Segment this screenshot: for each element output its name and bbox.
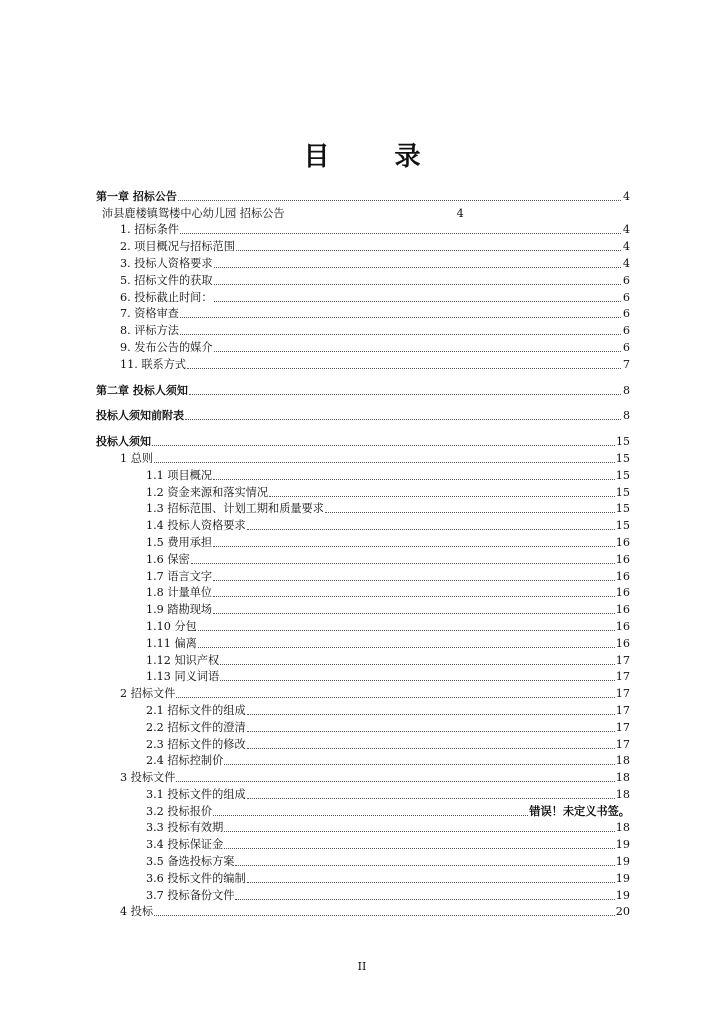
toc-entry-page: 16 — [615, 636, 630, 650]
toc-entry-label: 5. 招标文件的获取 — [120, 273, 213, 287]
toc-entry-label: 1.4 投标人资格要求 — [146, 519, 246, 533]
toc-dot-leader — [236, 250, 621, 251]
toc-entry-label: 1 总则 — [120, 451, 154, 465]
toc-entry-label: 第一章 招标公告 — [96, 189, 177, 203]
toc-entry-page: 19 — [615, 855, 630, 869]
toc-entry[interactable] — [96, 869, 630, 886]
toc-entry[interactable] — [96, 449, 630, 466]
toc-entry[interactable] — [96, 381, 630, 398]
toc-dot-leader — [180, 317, 621, 318]
toc-entry[interactable] — [96, 355, 630, 372]
toc-entry-label: 1.1 项目概况 — [146, 468, 213, 482]
toc-entry-label: 1.11 偏离 — [146, 636, 197, 650]
toc-entry-label: 3. 投标人资格要求 — [120, 256, 213, 270]
toc-entry-label: 1.2 资金来源和落实情况 — [146, 485, 269, 499]
toc-entry[interactable] — [96, 634, 630, 651]
toc-entry[interactable] — [96, 752, 630, 769]
toc-entry-page: 8 — [623, 409, 630, 423]
toc-entry-label: 1.12 知识产权 — [146, 653, 220, 667]
toc-dot-leader — [220, 680, 615, 681]
toc-dot-leader — [235, 865, 614, 866]
toc-dot-leader — [213, 580, 615, 581]
toc-entry-label: 第二章 投标人须知 — [96, 383, 188, 397]
toc-dot-leader — [214, 284, 621, 285]
toc-entry[interactable] — [96, 718, 630, 735]
toc-dot-leader — [213, 546, 615, 547]
toc-dot-leader — [176, 781, 614, 782]
toc-dot-leader — [154, 915, 615, 916]
toc-dot-leader — [198, 647, 615, 648]
toc-entry[interactable] — [96, 584, 630, 601]
toc-entry[interactable] — [96, 617, 630, 634]
toc-entry-page: 17 — [615, 653, 630, 667]
toc-dot-leader — [247, 798, 615, 799]
toc-dot-leader — [180, 233, 621, 234]
toc-entry-page: 4 — [622, 223, 630, 237]
toc-entry-label: 3.5 备选投标方案 — [146, 855, 235, 869]
toc-entry-label: 3 投标文件 — [120, 771, 176, 785]
toc-entry[interactable] — [96, 321, 630, 338]
toc-entry[interactable] — [96, 802, 630, 819]
toc-dot-leader — [213, 596, 615, 597]
toc-entry-label: 3.4 投标保证金 — [146, 838, 224, 852]
toc-dot-leader — [220, 664, 615, 665]
toc-dot-leader — [247, 882, 615, 883]
toc-entry[interactable] — [96, 254, 630, 271]
toc-entry-page: 15 — [615, 502, 630, 516]
toc-entry[interactable] — [96, 567, 630, 584]
toc-entry-label: 1.8 计量单位 — [146, 586, 213, 600]
toc-entry-page: 4 — [622, 256, 630, 270]
toc-entry-label: 3.2 投标报价 — [146, 804, 213, 818]
toc-dot-leader — [247, 714, 615, 715]
toc-dot-leader — [176, 697, 614, 698]
toc-entry[interactable] — [96, 483, 630, 500]
toc-entry-page: 15 — [615, 468, 630, 482]
toc-dot-leader — [198, 630, 615, 631]
toc-entry-label: 1.6 保密 — [146, 552, 190, 566]
toc-entry[interactable] — [96, 886, 630, 903]
toc-entry-page: 18 — [615, 821, 630, 835]
toc-entry-label: 3.6 投标文件的编制 — [146, 871, 246, 885]
toc-entry[interactable] — [96, 288, 630, 305]
toc-entry-label: 2.4 招标控制价 — [146, 754, 224, 768]
toc-entry[interactable] — [96, 735, 630, 752]
toc-dot-leader — [214, 301, 621, 302]
toc-entry-page: 20 — [615, 905, 630, 919]
toc-entry-page: 17 — [615, 687, 630, 701]
toc-entry[interactable] — [96, 550, 630, 567]
toc-entry-page: 16 — [615, 569, 630, 583]
toc-entry-label: 4 投标 — [120, 905, 154, 919]
toc-entry-label: 3.1 投标文件的组成 — [146, 787, 246, 801]
toc-entry-label: 2. 项目概况与招标范围 — [120, 240, 235, 254]
toc-entry-page: 6 — [622, 273, 630, 287]
toc-entry-label: 1.13 同义词语 — [146, 670, 220, 684]
toc-entry[interactable] — [96, 835, 630, 852]
toc-entry-label: 1.3 招标范围、计划工期和质量要求 — [146, 502, 324, 516]
toc-dot-leader — [247, 731, 615, 732]
toc-entry-label: 2.3 招标文件的修改 — [146, 737, 246, 751]
toc-entry-page: 6 — [622, 307, 630, 321]
toc-entry[interactable] — [96, 407, 630, 424]
toc-dot-leader — [247, 529, 615, 530]
toc-entry-label: 1. 招标条件 — [120, 223, 179, 237]
toc-dot-leader — [191, 563, 615, 564]
toc-entry[interactable] — [96, 701, 630, 718]
toc-dot-leader — [214, 267, 621, 268]
toc-entry-page: 8 — [623, 383, 630, 397]
toc-entry-page: 15 — [615, 519, 630, 533]
toc-entry-page: 6 — [622, 324, 630, 338]
toc-entry-page: 7 — [622, 357, 630, 371]
toc-entry-page: 4 — [622, 240, 630, 254]
toc-entry[interactable] — [96, 785, 630, 802]
toc-dot-leader — [152, 445, 615, 446]
toc-dot-leader — [247, 748, 615, 749]
toc-dot-leader — [154, 462, 615, 463]
page-title: 目 录 — [303, 142, 449, 172]
toc-entry-label: 9. 发布公告的媒介 — [120, 340, 213, 354]
toc-entry-page: 15 — [616, 435, 630, 449]
toc-entry-page: 17 — [615, 720, 630, 734]
toc-entry[interactable] — [96, 852, 630, 869]
toc-entry-label: 1.5 费用承担 — [146, 535, 213, 549]
toc-entry-page: 19 — [615, 871, 630, 885]
toc-entry-label: 6. 投标截止时间： — [120, 290, 213, 304]
toc-entry-page: 16 — [615, 603, 630, 617]
toc-dot-leader — [189, 394, 621, 395]
toc-entry-page: 16 — [615, 535, 630, 549]
toc-entry-page: 4 — [623, 189, 630, 203]
toc-entry-page: 16 — [615, 586, 630, 600]
toc-entry-label: 2.1 招标文件的组成 — [146, 703, 246, 717]
toc-entry[interactable] — [96, 432, 630, 449]
toc-entry-label: 沛县鹿楼镇鸳楼中心幼儿园 招标公告 — [102, 206, 285, 220]
toc-entry-page: 6 — [622, 290, 630, 304]
toc-dot-leader — [178, 200, 621, 201]
toc-entry-page: 6 — [622, 340, 630, 354]
toc-dot-leader — [214, 351, 621, 352]
table-of-contents — [96, 187, 630, 919]
toc-entry-label: 2.2 招标文件的澄清 — [146, 720, 246, 734]
toc-entry-page: 19 — [615, 888, 630, 902]
toc-entry[interactable] — [96, 221, 630, 238]
toc-entry[interactable] — [96, 305, 630, 322]
toc-dot-leader — [213, 815, 528, 816]
toc-dot-leader — [185, 419, 621, 420]
toc-entry[interactable] — [96, 500, 630, 517]
toc-entry-label: 8. 评标方法 — [120, 324, 179, 338]
toc-entry[interactable] — [96, 204, 630, 221]
toc-entry-page: 18 — [615, 787, 630, 801]
toc-entry-page: 16 — [615, 619, 630, 633]
toc-entry[interactable] — [96, 533, 630, 550]
toc-entry[interactable] — [96, 651, 630, 668]
toc-entry-label: 11. 联系方式 — [120, 357, 187, 371]
toc-entry[interactable] — [96, 903, 630, 920]
toc-entry[interactable] — [96, 237, 630, 254]
toc-dot-leader — [224, 848, 614, 849]
toc-entry[interactable] — [96, 516, 630, 533]
toc-entry[interactable] — [96, 338, 630, 355]
toc-entry-label: 1.9 踏勘现场 — [146, 603, 213, 617]
toc-dot-leader — [235, 899, 614, 900]
toc-dot-leader — [224, 831, 614, 832]
toc-entry[interactable] — [96, 668, 630, 685]
toc-dot-leader — [213, 479, 615, 480]
toc-entry-page: 15 — [615, 451, 630, 465]
toc-entry-label: 7. 资格审查 — [120, 307, 179, 321]
toc-entry-page: 16 — [615, 552, 630, 566]
toc-entry-label: 3.7 投标备份文件 — [146, 888, 235, 902]
toc-entry-page: 19 — [615, 838, 630, 852]
toc-dot-leader — [224, 764, 614, 765]
toc-entry-page: 17 — [615, 737, 630, 751]
toc-entry-label: 1.7 语言文字 — [146, 569, 213, 583]
toc-entry[interactable] — [96, 271, 630, 288]
toc-dot-leader — [213, 613, 615, 614]
toc-entry[interactable] — [96, 684, 630, 701]
toc-entry-label: 2 招标文件 — [120, 687, 176, 701]
toc-entry[interactable] — [96, 466, 630, 483]
toc-entry-page: 错误！未定义书签。 — [529, 804, 630, 818]
toc-entry-label: 投标人须知 — [96, 435, 151, 449]
toc-entry-label: 3.3 投标有效期 — [146, 821, 224, 835]
toc-dot-leader — [187, 368, 621, 369]
toc-dot-leader — [269, 496, 615, 497]
toc-entry[interactable] — [96, 819, 630, 836]
toc-entry-page: 17 — [615, 703, 630, 717]
toc-entry-page: 15 — [615, 485, 630, 499]
toc-entry[interactable] — [96, 187, 630, 204]
page-number: II — [357, 960, 367, 973]
toc-entry-label: 投标人须知前附表 — [96, 409, 184, 423]
toc-entry-label: 1.10 分包 — [146, 619, 197, 633]
toc-dot-leader — [325, 512, 615, 513]
toc-entry-page: 18 — [615, 754, 630, 768]
toc-entry-page: 4 — [456, 206, 464, 220]
toc-entry-page: 18 — [615, 771, 630, 785]
toc-dot-leader — [180, 334, 621, 335]
toc-entry[interactable] — [96, 768, 630, 785]
toc-entry[interactable] — [96, 600, 630, 617]
toc-entry-page: 17 — [615, 670, 630, 684]
